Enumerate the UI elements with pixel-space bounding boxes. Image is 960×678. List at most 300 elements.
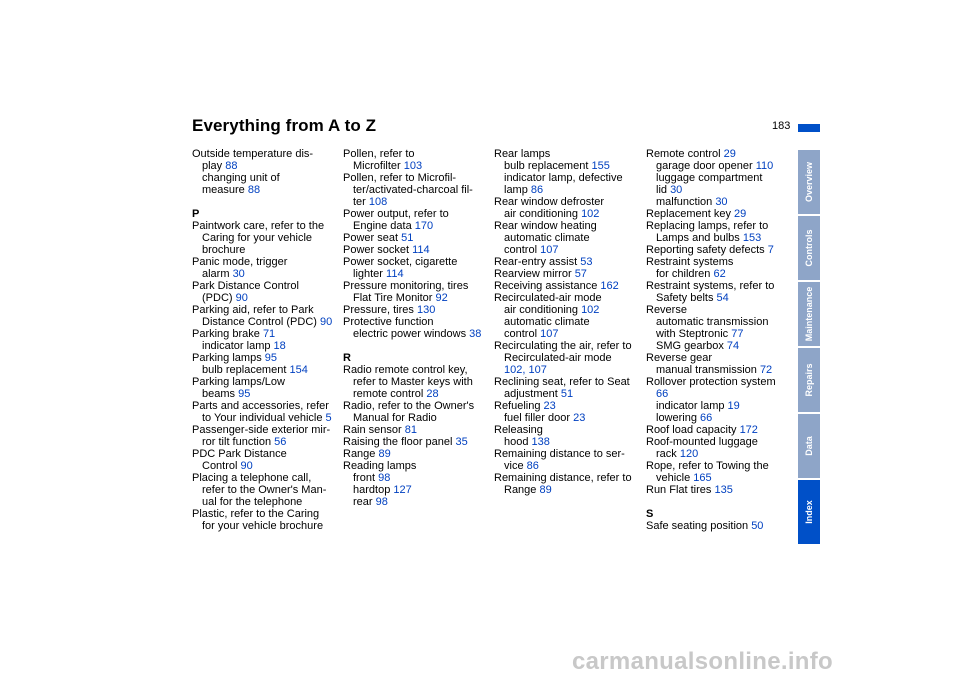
entry-text: Rear window defroster	[494, 196, 605, 208]
page-reference-link[interactable]: 88	[247, 184, 261, 196]
page-reference-link[interactable]: 89	[378, 448, 391, 460]
index-entry	[343, 460, 489, 472]
tab-label: Maintenance	[804, 286, 814, 342]
page-reference-link[interactable]: 90	[319, 316, 333, 328]
entry-text: garage door opener	[656, 160, 756, 172]
page-reference-link[interactable]: 138	[531, 436, 550, 448]
index-entry	[192, 232, 338, 244]
entry-text: with Steptronic	[656, 328, 732, 340]
index-entry	[646, 280, 792, 292]
page-reference-link[interactable]: 107	[540, 244, 559, 256]
page-reference-link[interactable]: 74	[726, 340, 740, 352]
index-entry	[494, 304, 640, 316]
entry-text: Safety belts	[656, 292, 717, 304]
page-reference-link[interactable]: 102	[581, 304, 600, 316]
entry-text: Outside temperature dis-	[192, 148, 314, 160]
index-entry	[494, 184, 640, 196]
index-entry	[494, 340, 640, 352]
index-entry	[192, 520, 338, 532]
index-entry	[646, 388, 792, 400]
index-entry	[646, 448, 792, 460]
page-reference-link[interactable]: 57	[574, 268, 587, 280]
entry-text: Engine data	[353, 220, 415, 232]
entry-text: Run Flat tires	[646, 484, 715, 496]
entry-text: lamp	[504, 184, 531, 196]
index-entry	[192, 400, 338, 412]
entry-text: Lamps and bulbs	[656, 232, 743, 244]
entry-text: (PDC)	[202, 292, 236, 304]
index-entry	[343, 364, 489, 376]
entry-text: electric power windows	[353, 328, 470, 340]
entry-text: Reverse	[646, 304, 687, 316]
entry-text: Refueling	[494, 400, 544, 412]
page-reference-link[interactable]: 155	[591, 160, 610, 172]
index-letter-heading	[192, 208, 338, 220]
entry-text: automatic climate	[504, 316, 590, 328]
index-entry	[646, 340, 792, 352]
entry-text: Reporting safety defects	[646, 244, 768, 256]
index-entry	[646, 148, 792, 160]
index-entry	[646, 208, 792, 220]
page-reference-link[interactable]: 81	[404, 424, 418, 436]
entry-text: Rain sensor	[343, 424, 405, 436]
tab-overview[interactable]	[798, 150, 820, 214]
page-reference-link[interactable]: 72	[759, 364, 773, 376]
index-entry	[646, 316, 792, 328]
index-entry	[494, 160, 640, 172]
index-entry	[192, 304, 338, 316]
index-entry	[646, 232, 792, 244]
entry-text: Pressure, tires	[343, 304, 417, 316]
entry-text: Rear window heating	[494, 220, 597, 232]
page-reference-link[interactable]: 53	[580, 256, 593, 268]
index-entry	[192, 340, 338, 352]
entry-text: Manual for Radio	[353, 412, 437, 424]
entry-text: Plastic, refer to the Caring	[192, 508, 320, 520]
entry-text: S	[646, 508, 654, 520]
page-reference-link[interactable]: 29	[723, 148, 736, 160]
entry-text: brochure	[202, 244, 246, 256]
page-reference-link[interactable]: 23	[573, 412, 586, 424]
page-reference-link[interactable]: 23	[543, 400, 556, 412]
entry-text: Power seat	[343, 232, 402, 244]
index-entry	[494, 148, 640, 160]
index-entry	[646, 184, 792, 196]
tab-label: Overview	[804, 161, 814, 203]
index-entry	[646, 172, 792, 184]
index-entry	[192, 412, 338, 424]
entry-text: bulb replacement	[202, 364, 290, 376]
index-entry	[343, 472, 489, 484]
page-reference-link[interactable]: 29	[734, 208, 747, 220]
index-entry	[646, 436, 792, 448]
index-entry	[343, 304, 489, 316]
entry-text: Reading lamps	[343, 460, 417, 472]
page-reference-link[interactable]: 18	[273, 340, 286, 352]
entry-text: Range	[343, 448, 379, 460]
tab-index[interactable]	[798, 480, 820, 544]
page-reference-link[interactable]: 153	[742, 232, 762, 244]
entry-text: Panic mode, trigger	[192, 256, 288, 268]
entry-text: indicator lamp, defective	[504, 172, 623, 184]
index-entry	[192, 256, 338, 268]
index-spacer	[646, 496, 792, 508]
entry-text: Rear lamps	[494, 148, 551, 160]
entry-text: Reverse gear	[646, 352, 713, 364]
entry-text: remote control	[353, 388, 427, 400]
entry-text: automatic transmission	[656, 316, 769, 328]
entry-text: Parts and accessories, refer	[192, 400, 329, 412]
entry-text: Pollen, refer to	[343, 148, 415, 160]
page-reference-link[interactable]: 102, 107	[504, 364, 547, 376]
page-reference-link[interactable]: 51	[560, 388, 574, 400]
page-reference-link[interactable]: 114	[412, 244, 430, 256]
index-entry	[494, 472, 640, 484]
index-entry	[646, 460, 792, 472]
entry-text: Recirculated-air mode	[504, 352, 612, 364]
page-reference-link[interactable]: 5	[325, 412, 332, 424]
index-entry	[646, 160, 792, 172]
entry-text: fuel filler door	[504, 412, 574, 424]
entry-text: lighter	[353, 268, 387, 280]
entry-text: Rope, refer to Towing the	[646, 460, 769, 472]
entry-text: automatic climate	[504, 232, 590, 244]
entry-text: lid	[656, 184, 671, 196]
entry-text: indicator lamp	[202, 340, 274, 352]
index-entry	[494, 208, 640, 220]
page-title: Everything from A to Z	[192, 116, 377, 135]
page-number-bar	[798, 124, 820, 132]
entry-text: Flat Tire Monitor	[353, 292, 436, 304]
entry-text: front	[353, 472, 379, 484]
entry-text: Microfilter	[353, 160, 404, 172]
index-entry	[494, 220, 640, 232]
entry-text: Rear-entry assist	[494, 256, 581, 268]
entry-text: Placing a telephone call,	[192, 472, 312, 484]
entry-text: Power output, refer to	[343, 208, 449, 220]
index-entry	[192, 460, 338, 472]
index-entry	[494, 196, 640, 208]
entry-text: for children	[656, 268, 714, 280]
entry-text: Restraint systems, refer to	[646, 280, 775, 292]
entry-text: Radio, refer to the Owner's	[343, 400, 475, 412]
index-entry	[192, 268, 338, 280]
section-tabs	[798, 150, 820, 546]
index-entry	[646, 268, 792, 280]
entry-text: vehicle	[656, 472, 694, 484]
entry-text: bulb replacement	[504, 160, 592, 172]
page-reference-link[interactable]: 86	[530, 184, 544, 196]
index-entry	[494, 232, 640, 244]
entry-text: luggage compartment	[656, 172, 763, 184]
index-entry	[343, 376, 489, 388]
entry-text: play	[202, 160, 226, 172]
entry-text: to Your individual vehicle	[202, 412, 326, 424]
page-reference-link[interactable]: 50	[751, 520, 764, 532]
page-reference-link[interactable]: 95	[238, 388, 251, 400]
entry-text: indicator lamp	[656, 400, 728, 412]
page-reference-link[interactable]: 92	[435, 292, 448, 304]
index-entry	[494, 412, 640, 424]
entry-text: Distance Control (PDC)	[202, 316, 320, 328]
page-reference-link[interactable]: 162	[600, 280, 619, 292]
entry-text: hood	[504, 436, 532, 448]
entry-text: adjustment	[504, 388, 561, 400]
page-reference-link[interactable]: 7	[767, 244, 774, 256]
page-reference-link[interactable]: 90	[240, 460, 253, 472]
index-entry	[494, 292, 640, 304]
page-reference-link[interactable]: 86	[526, 460, 539, 472]
entry-text: rack	[656, 448, 680, 460]
entry-text: Range	[504, 484, 540, 496]
page-reference-link[interactable]: 19	[727, 400, 740, 412]
page-reference-link[interactable]: 135	[714, 484, 733, 496]
page-reference-link[interactable]: 98	[375, 496, 388, 508]
index-entry	[646, 292, 792, 304]
page-reference-link[interactable]: 110	[755, 160, 774, 172]
tab-controls[interactable]	[798, 216, 820, 280]
entry-text: measure	[202, 184, 248, 196]
tab-data[interactable]	[798, 414, 820, 478]
index-entry	[343, 256, 489, 268]
index-entry	[343, 412, 489, 424]
entry-text: Raising the floor panel	[343, 436, 456, 448]
entry-text: Remaining distance to ser-	[494, 448, 625, 460]
index-entry	[494, 436, 640, 448]
index-column-2	[343, 148, 489, 508]
index-letter-heading	[646, 508, 792, 520]
index-spacer	[192, 196, 338, 208]
entry-text: malfunction	[656, 196, 716, 208]
page-reference-link[interactable]: 165	[693, 472, 712, 484]
index-entry	[646, 244, 792, 256]
page-reference-link[interactable]: 120	[679, 448, 699, 460]
entry-text: control	[504, 244, 541, 256]
index-entry	[343, 448, 489, 460]
entry-text: Rearview mirror	[494, 268, 575, 280]
entry-text: Roof-mounted luggage	[646, 436, 758, 448]
index-entry	[343, 436, 489, 448]
entry-text: Parking aid, refer to Park	[192, 304, 314, 316]
index-entry	[192, 280, 338, 292]
index-entry	[192, 484, 338, 496]
index-entry	[343, 316, 489, 328]
page-reference-link[interactable]: 35	[455, 436, 468, 448]
page-reference-link[interactable]: 103	[403, 160, 423, 172]
entry-text: Safe seating position	[646, 520, 752, 532]
entry-text: for your vehicle brochure	[202, 520, 324, 532]
index-entry	[343, 388, 489, 400]
entry-text: air conditioning	[504, 208, 582, 220]
index-entry	[343, 196, 489, 208]
page-reference-link[interactable]: 66	[700, 412, 713, 424]
entry-text: Caring for your vehicle	[202, 232, 313, 244]
index-entry	[192, 424, 338, 436]
entry-text: hardtop	[353, 484, 394, 496]
index-entry	[494, 364, 640, 376]
page-reference-link[interactable]: 107	[540, 328, 559, 340]
page-reference-link[interactable]: 51	[401, 232, 414, 244]
entry-text: Receiving assistance	[494, 280, 601, 292]
index-entry	[343, 400, 489, 412]
index-spacer	[343, 340, 489, 352]
page-reference-link[interactable]: 95	[264, 352, 278, 364]
index-entry	[192, 436, 338, 448]
page-reference-link[interactable]: 56	[274, 436, 287, 448]
index-entry	[192, 364, 338, 376]
index-entry	[494, 388, 640, 400]
index-entry	[494, 424, 640, 436]
tab-label: Data	[804, 436, 814, 456]
entry-text: beams	[202, 388, 239, 400]
entry-text: R	[343, 352, 351, 364]
index-entry	[192, 292, 338, 304]
entry-text: SMG gearbox	[656, 340, 727, 352]
index-entry	[343, 232, 489, 244]
entry-text: Pressure monitoring, tires	[343, 280, 469, 292]
index-entry	[494, 484, 640, 496]
index-entry	[343, 244, 489, 256]
entry-text: ual for the telephone	[202, 496, 303, 508]
index-entry	[192, 352, 338, 364]
index-entry	[343, 220, 489, 232]
page-reference-link[interactable]: 66	[656, 388, 669, 400]
entry-text: alarm	[202, 268, 233, 280]
page-reference-link[interactable]: 130	[416, 304, 436, 316]
entry-text: ter	[353, 196, 369, 208]
index-entry	[646, 472, 792, 484]
index-entry	[343, 280, 489, 292]
index-entry	[494, 172, 640, 184]
entry-text: Remote control	[646, 148, 724, 160]
entry-text: control	[504, 328, 541, 340]
index-entry	[646, 328, 792, 340]
watermark: carmanualsonline.info	[572, 648, 834, 675]
tab-maintenance[interactable]	[798, 282, 820, 346]
index-column-3	[494, 148, 640, 496]
entry-text: Passenger-side exterior mir-	[192, 424, 331, 436]
page-reference-link[interactable]: 54	[716, 292, 729, 304]
entry-text: Control	[202, 460, 241, 472]
entry-text: Recirculating the air, refer to	[494, 340, 632, 352]
index-entry	[343, 208, 489, 220]
page-reference-link[interactable]: 98	[378, 472, 391, 484]
index-entry	[646, 304, 792, 316]
page-reference-link[interactable]: 62	[713, 268, 726, 280]
index-entry	[192, 448, 338, 460]
tab-label: Controls	[804, 229, 814, 267]
index-entry	[192, 388, 338, 400]
entry-text: Remaining distance, refer to	[494, 472, 632, 484]
index-letter-heading	[343, 352, 489, 364]
page-reference-link[interactable]: 71	[262, 328, 276, 340]
index-entry	[646, 400, 792, 412]
index-column-4	[646, 148, 792, 532]
page-reference-link[interactable]: 102	[581, 208, 600, 220]
index-entry	[494, 376, 640, 388]
index-entry	[343, 160, 489, 172]
entry-text: air conditioning	[504, 304, 582, 316]
entry-text: changing unit of	[202, 172, 280, 184]
entry-text: Parking lamps/Low	[192, 376, 285, 388]
page-reference-link[interactable]: 38	[469, 328, 482, 340]
page-reference-link[interactable]: 108	[368, 196, 388, 208]
page-reference-link[interactable]: 30	[670, 184, 683, 196]
index-entry	[343, 424, 489, 436]
page-reference-link[interactable]: 90	[235, 292, 248, 304]
index-entry	[192, 160, 338, 172]
index-entry	[192, 328, 338, 340]
page-number: 183	[772, 120, 791, 132]
index-entry	[646, 196, 792, 208]
index-entry	[343, 268, 489, 280]
index-entry	[192, 376, 338, 388]
entry-text: PDC Park Distance	[192, 448, 287, 460]
entry-text: Power socket, cigarette	[343, 256, 458, 268]
page-reference-link[interactable]: 30	[715, 196, 728, 208]
index-entry	[192, 172, 338, 184]
page-reference-link[interactable]: 114	[386, 268, 404, 280]
entry-text: Rollover protection system	[646, 376, 776, 388]
entry-text: Roof load capacity	[646, 424, 740, 436]
index-entry	[646, 484, 792, 496]
index-entry	[494, 244, 640, 256]
page-reference-link[interactable]: 172	[739, 424, 758, 436]
entry-text: Releasing	[494, 424, 543, 436]
index-entry	[494, 256, 640, 268]
index-entry	[494, 400, 640, 412]
index-entry	[646, 376, 792, 388]
page-reference-link[interactable]: 89	[539, 484, 552, 496]
entry-text: Pollen, refer to Microfil-	[343, 172, 457, 184]
index-entry	[494, 448, 640, 460]
index-entry	[494, 328, 640, 340]
index-entry	[646, 520, 792, 532]
index-entry	[192, 148, 338, 160]
index-entry	[192, 508, 338, 520]
entry-text: Paintwork care, refer to the	[192, 220, 325, 232]
index-entry	[343, 148, 489, 160]
page-reference-link[interactable]: 30	[232, 268, 245, 280]
entry-text: Power socket	[343, 244, 413, 256]
index-entry	[646, 256, 792, 268]
page-reference-link[interactable]: 77	[731, 328, 744, 340]
index-entry	[343, 292, 489, 304]
entry-text: refer to Master keys with	[353, 376, 473, 388]
page-reference-link[interactable]: 154	[289, 364, 308, 376]
index-entry	[646, 424, 792, 436]
entry-text: Protective function	[343, 316, 434, 328]
index-entry	[192, 244, 338, 256]
page-reference-link[interactable]: 127	[393, 484, 412, 496]
page-reference-link[interactable]: 170	[414, 220, 434, 232]
index-column-1	[192, 148, 338, 532]
page-reference-link[interactable]: 28	[426, 388, 439, 400]
index-entry	[494, 268, 640, 280]
entry-text: vice	[504, 460, 527, 472]
index-entry	[646, 352, 792, 364]
index-entry	[494, 460, 640, 472]
entry-text: ror tilt function	[202, 436, 275, 448]
entry-text: Park Distance Control	[192, 280, 299, 292]
index-entry	[494, 352, 640, 364]
index-entry	[343, 184, 489, 196]
entry-text: rear	[353, 496, 376, 508]
page-reference-link[interactable]: 88	[225, 160, 238, 172]
tab-repairs[interactable]	[798, 348, 820, 412]
entry-text: P	[192, 208, 200, 220]
index-entry	[192, 316, 338, 328]
